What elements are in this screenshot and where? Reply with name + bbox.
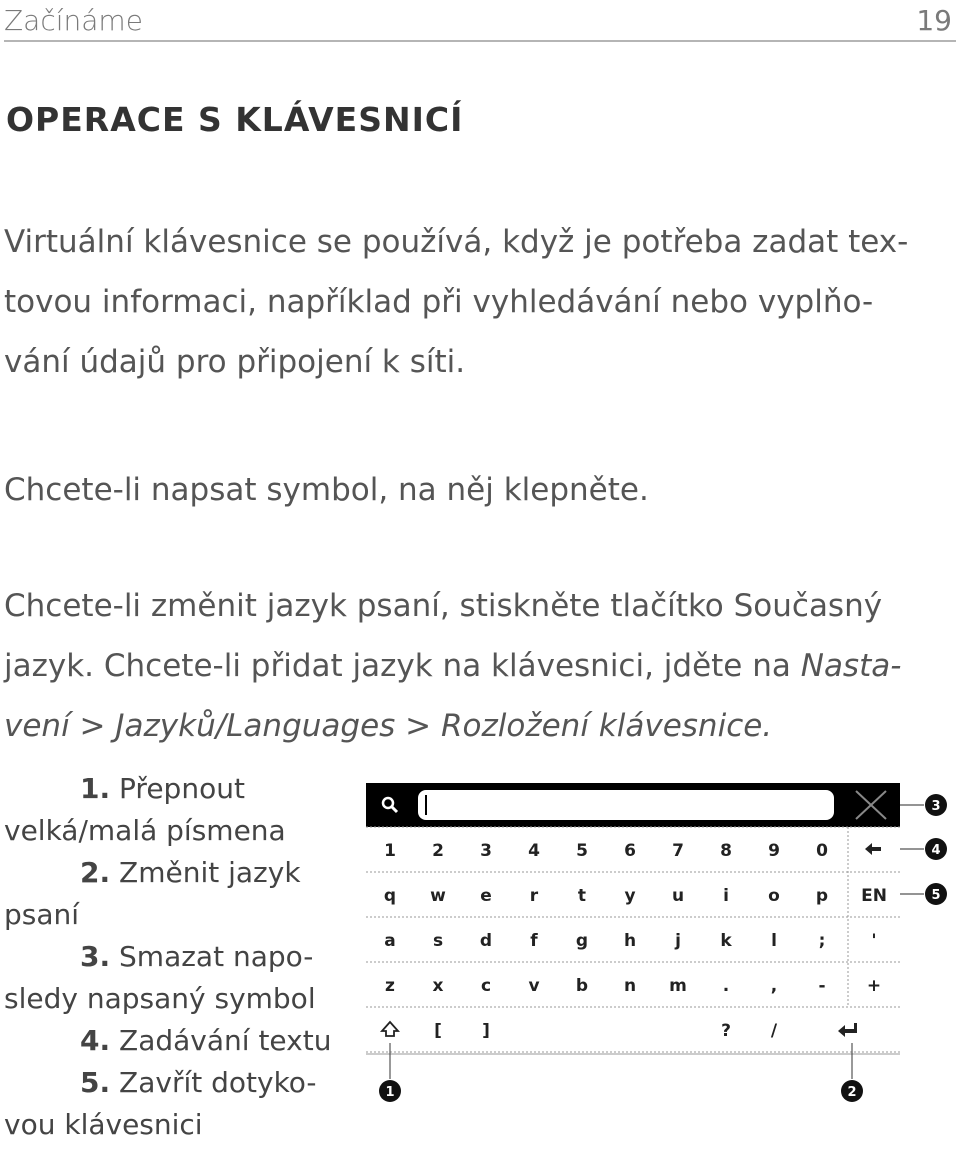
key-k[interactable]: k xyxy=(720,931,732,951)
key-v[interactable]: v xyxy=(528,976,540,996)
section-title: OPERACE S KLÁVESNICÍ xyxy=(6,100,464,139)
key-6[interactable]: 6 xyxy=(624,841,636,861)
key-m[interactable]: m xyxy=(669,976,687,996)
key-5[interactable]: 5 xyxy=(576,841,588,861)
key-7[interactable]: 7 xyxy=(672,841,684,861)
paragraph-intro xyxy=(4,212,908,392)
key-apostrophe[interactable]: ' xyxy=(871,931,877,951)
key-grid xyxy=(366,827,900,1054)
key-4[interactable]: 4 xyxy=(528,841,540,861)
settings-path: vení > Jazyků/Languages > Rozložení klávesnice. xyxy=(4,708,773,744)
paragraph-language xyxy=(4,576,901,756)
key-bracket-close[interactable]: ] xyxy=(482,1021,490,1041)
key-plus[interactable]: + xyxy=(866,976,882,996)
key-q[interactable]: q xyxy=(383,886,397,906)
list-item-cont: vou klávesnici xyxy=(4,1108,203,1141)
paragraph-line: Chcete-li napsat symbol, na něj klepněte. xyxy=(4,472,649,508)
callout-1-label: 1 xyxy=(385,1085,395,1100)
list-item-cont: psaní xyxy=(4,898,80,931)
keyboard-svg xyxy=(366,783,960,1113)
key-i[interactable]: i xyxy=(723,886,729,906)
key-j[interactable]: j xyxy=(675,931,681,951)
list-item-cont: velká/malá písmena xyxy=(4,814,286,847)
key-x[interactable]: x xyxy=(432,976,444,996)
paragraph-line: tovou informaci, například při vyhledávání nebo vyplňo- xyxy=(4,284,874,320)
list-item: 5. Zavřít dotyko- xyxy=(80,1066,317,1099)
paragraph-text: jazyk. Chcete-li přidat jazyk na klávesnici, jděte na xyxy=(4,648,801,684)
key-n[interactable]: n xyxy=(623,976,637,996)
key-p[interactable]: p xyxy=(815,886,829,906)
paragraph-line: Virtuální klávesnice se používá, když je potřeba zadat tex- xyxy=(4,224,909,260)
virtual-keyboard-figure xyxy=(366,783,960,1113)
key-h[interactable]: h xyxy=(623,931,637,951)
paragraph-line xyxy=(4,636,901,696)
key-t[interactable]: t xyxy=(577,886,587,906)
key-o[interactable]: o xyxy=(768,886,780,906)
chapter-title: Začínáme xyxy=(4,4,143,37)
list-item-cont: sledy napsaný symbol xyxy=(4,982,316,1015)
key-e[interactable]: e xyxy=(480,886,492,906)
callout-3-label: 3 xyxy=(931,799,941,814)
callouts xyxy=(379,794,947,1102)
key-w[interactable]: w xyxy=(430,886,446,906)
key-,[interactable]: , xyxy=(770,976,778,996)
callout-legend xyxy=(4,768,354,1146)
backspace-icon[interactable] xyxy=(865,843,881,855)
key--[interactable]: - xyxy=(818,976,826,996)
key-8[interactable]: 8 xyxy=(720,841,732,861)
key-a[interactable]: a xyxy=(384,931,396,951)
callout-2-label: 2 xyxy=(847,1085,857,1100)
key-question[interactable]: ? xyxy=(721,1021,731,1041)
key-l[interactable]: l xyxy=(771,931,777,951)
key-.[interactable]: . xyxy=(722,976,730,996)
key-slash[interactable]: / xyxy=(770,1021,778,1041)
language-key[interactable]: EN xyxy=(861,886,887,906)
header-divider xyxy=(4,40,956,42)
callout-4-label: 4 xyxy=(931,843,941,858)
key-u[interactable]: u xyxy=(671,886,685,906)
paragraph-line: vání údajů pro připojení k síti. xyxy=(4,344,466,380)
list-item: 3. Smazat napo- xyxy=(80,940,314,973)
keyboard-text-field[interactable] xyxy=(418,790,834,820)
paragraph-line: Chcete-li změnit jazyk psaní, stiskněte tlačítko Současný xyxy=(4,588,883,624)
settings-path: Nasta- xyxy=(800,648,902,684)
key-1[interactable]: 1 xyxy=(384,841,396,861)
key-b[interactable]: b xyxy=(575,976,589,996)
list-item: 2. Změnit jazyk xyxy=(80,856,301,889)
enter-icon[interactable] xyxy=(838,1023,857,1037)
paragraph-symbol xyxy=(4,460,649,520)
key-0[interactable]: 0 xyxy=(816,841,828,861)
key-bracket-open[interactable]: [ xyxy=(434,1021,442,1041)
list-item: 1. Přepnout xyxy=(80,772,245,805)
shift-icon[interactable] xyxy=(382,1022,398,1036)
key-z[interactable]: z xyxy=(385,976,395,996)
key-s[interactable]: s xyxy=(432,931,444,951)
key-g[interactable]: g xyxy=(575,931,589,951)
key-d[interactable]: d xyxy=(479,931,493,951)
key-9[interactable]: 9 xyxy=(768,841,780,861)
key-;[interactable]: ; xyxy=(818,931,826,951)
page-number: 19 xyxy=(916,4,952,37)
list-item: 4. Zadávání textu xyxy=(80,1024,332,1057)
space-key[interactable] xyxy=(518,1011,702,1048)
key-3[interactable]: 3 xyxy=(480,841,492,861)
key-r[interactable]: r xyxy=(529,886,539,906)
key-y[interactable]: y xyxy=(624,886,636,906)
callout-5-label: 5 xyxy=(931,888,941,903)
key-2[interactable]: 2 xyxy=(432,841,444,861)
key-f[interactable]: f xyxy=(530,931,538,951)
key-c[interactable]: c xyxy=(480,976,492,996)
